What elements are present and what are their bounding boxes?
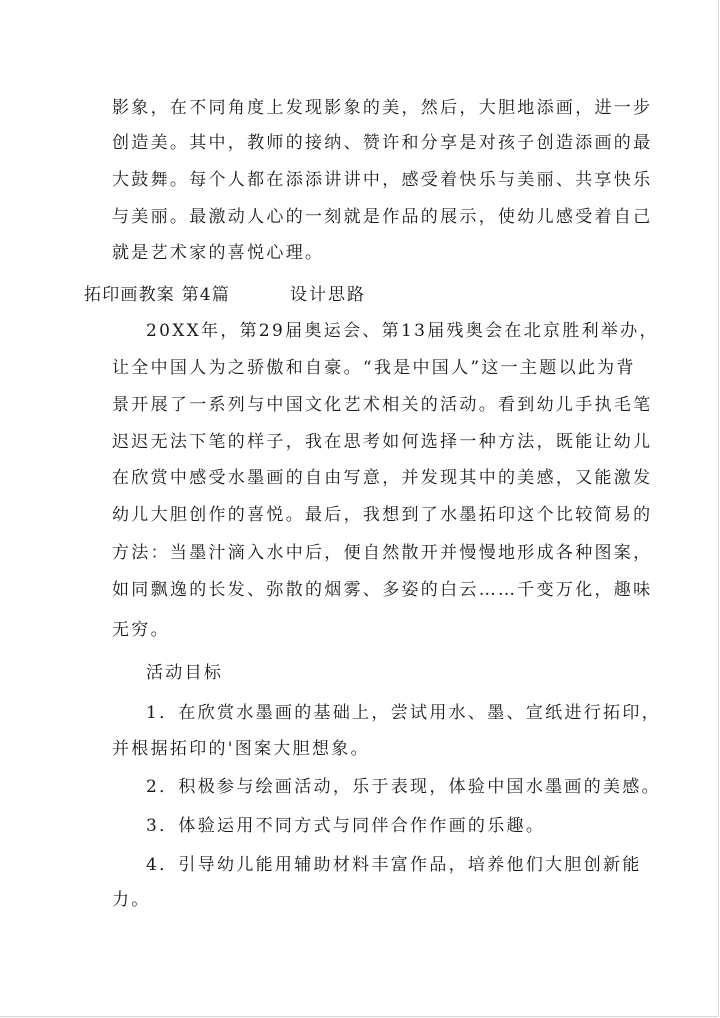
design-line: 在欣赏中感受水墨画的自由写意，并发现其中的美感，又能激发 <box>112 468 653 488</box>
design-line: 景开展了一系列与中国文化艺术相关的活动。看到幼儿手执毛笔 <box>112 395 653 415</box>
intro-line: 影象，在不同角度上发现影象的美，然后，大胆地添画，进一步 <box>112 98 653 118</box>
goal-1-line: 1．在欣赏水墨画的基础上，尝试用水、墨、宣纸进行拓印， <box>146 703 661 723</box>
goal-1-line: 并根据拓印的'图案大胆想象。 <box>112 739 370 759</box>
intro-line: 与美丽。最激动人心的一刻就是作品的展示，使幼儿感受着自己 <box>112 207 653 227</box>
goal-2: 2．积极参与绘画活动，乐于表现，体验中国水墨画的美感。 <box>146 777 661 797</box>
goals-heading: 活动目标 <box>146 663 224 683</box>
design-line: 无穷。 <box>112 620 170 640</box>
design-line: 让全中国人为之骄傲和自豪。“我是中国人”这一主题以此为背 <box>112 358 636 378</box>
design-line: 如同飘逸的长发、弥散的烟雾、多姿的白云……千变万化，趣味 <box>112 580 653 600</box>
intro-line: 创造美。其中，教师的接纳、赞许和分享是对孩子创造添画的最 <box>112 133 653 153</box>
intro-line: 大鼓舞。每个人都在添添讲讲中，感受着快乐与美丽、共享快乐 <box>112 170 653 190</box>
goal-3: 3．体验运用不同方式与同伴合作作画的乐趣。 <box>146 816 546 836</box>
goal-4-line: 4．引导幼儿能用辅助材料丰富作品，培养他们大胆创新能 <box>146 855 642 875</box>
section-subtitle: 设计思路 <box>290 285 366 305</box>
design-line: 方法：当墨汁滴入水中后，便自然散开并慢慢地形成各种图案， <box>112 543 653 563</box>
goal-4-line: 力。 <box>112 890 151 910</box>
section-title: 拓印画教案 第4篇 <box>84 285 231 305</box>
design-line: 20XX年，第29届奥运会、第13届残奥会在北京胜利举办， <box>146 321 659 341</box>
design-line: 迟迟无法下笔的样子，我在思考如何选择一种方法，既能让幼儿 <box>112 432 653 452</box>
intro-line: 就是艺术家的喜悦心理。 <box>112 243 325 263</box>
design-line: 幼儿大胆创作的喜悦。最后，我想到了水墨拓印这个比较简易的 <box>112 505 653 525</box>
